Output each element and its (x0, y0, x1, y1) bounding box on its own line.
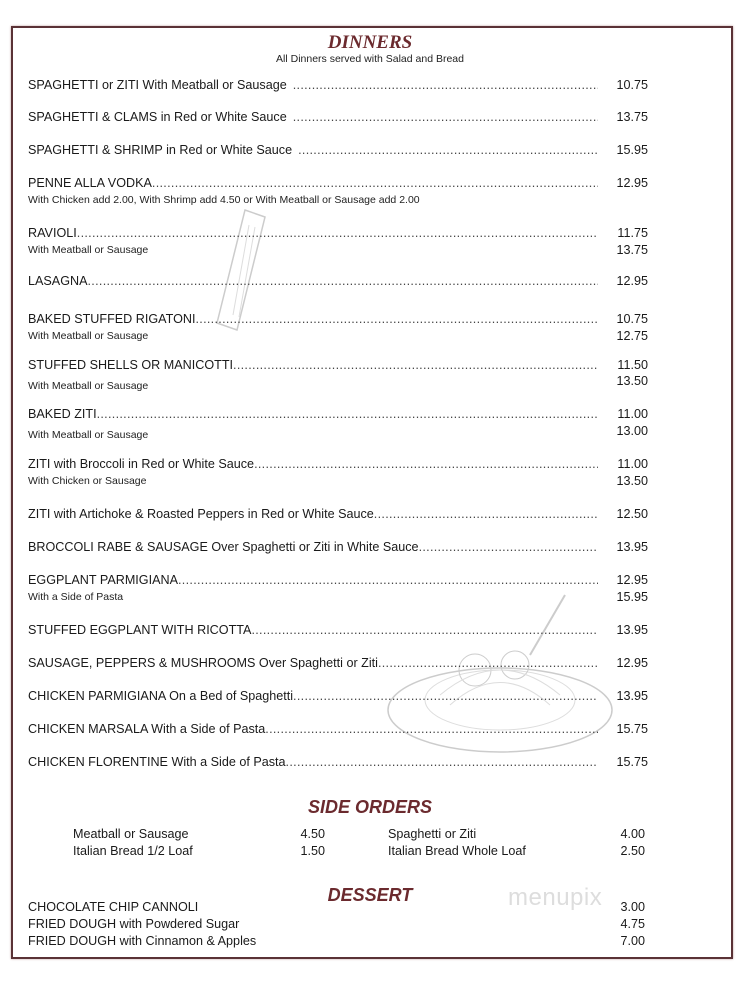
menu-item-note: With Chicken add 2.00, With Shrimp add 4.50 or With Meatball or Sausage add 2.00 (28, 194, 420, 206)
side-item-price: 4.00 (620, 827, 645, 841)
menu-item-price: 15.75 (616, 722, 648, 736)
menu-item-price: 12.50 (616, 507, 648, 521)
menu-item-price: 12.95 (616, 573, 648, 587)
menu-item-price: 10.75 (616, 312, 648, 326)
menu-item-price: 13.95 (616, 623, 648, 637)
menu-item-price: 12.95 (616, 656, 648, 670)
menu-item-price: 15.95 (616, 143, 648, 157)
menu-item-note-price: 13.00 (616, 424, 648, 438)
menu-item: LASAGNA ..... (28, 273, 598, 289)
menu-item-price: 11.00 (617, 457, 648, 471)
menu-item-note-price: 13.50 (616, 474, 648, 488)
dinners-subtitle: All Dinners served with Salad and Bread (276, 53, 464, 65)
side-item-price: 1.50 (300, 844, 325, 858)
menu-item-price: 12.95 (616, 176, 648, 190)
menu-item-note: With Chicken or Sausage (28, 475, 147, 487)
menu-item-note-price: 13.75 (616, 243, 648, 257)
menu-item: SAUSAGE, PEPPERS & MUSHROOMS Over Spaghetti or Ziti ..... (28, 655, 598, 671)
menu-item-price: 11.00 (617, 407, 648, 421)
menu-item: STUFFED EGGPLANT WITH RICOTTA ..... (28, 622, 598, 638)
menu-item-price: 11.50 (617, 358, 648, 372)
dessert-item: CHOCOLATE CHIP CANNOLI (28, 900, 199, 914)
menu-item: RAVIOLI ..... (28, 225, 598, 241)
menu-item: CHICKEN PARMIGIANA On a Bed of Spaghetti ..... (28, 688, 598, 704)
menu-item-price: 12.95 (616, 274, 648, 288)
menu-item-note: With Meatball or Sausage (28, 429, 149, 441)
menu-item-note-price: 12.75 (616, 329, 648, 343)
menu-item-price: 11.75 (617, 226, 648, 240)
side-item-price: 4.50 (300, 827, 325, 841)
menu-item-note: With Meatball or Sausage (28, 330, 149, 342)
menu-item-note-price: 15.95 (616, 590, 648, 604)
menu-item: BAKED STUFFED RIGATONI ..... (28, 311, 598, 327)
menu-item: BROCCOLI RABE & SAUSAGE Over Spaghetti or Ziti in White Sauce ..... (28, 539, 598, 555)
menu-item-price: 10.75 (616, 78, 648, 92)
side-orders-title: SIDE ORDERS (307, 797, 433, 817)
menu-item: BAKED ZITI ..... (28, 406, 598, 422)
menu-item: CHICKEN FLORENTINE With a Side of Pasta ..... (28, 754, 598, 770)
menu-item-price: 15.75 (616, 755, 648, 769)
side-item: Meatball or Sausage (73, 827, 189, 841)
side-item: Spaghetti or Ziti (388, 827, 477, 841)
menu-item: SPAGHETTI & CLAMS in Red or White Sauce ..... (28, 109, 598, 125)
dessert-item: FRIED DOUGH with Cinnamon & Apples (28, 934, 257, 948)
menu-item: STUFFED SHELLS OR MANICOTTI ..... (28, 357, 598, 373)
side-item: Italian Bread 1/2 Loaf (73, 844, 193, 858)
menu-item: SPAGHETTI & SHRIMP in Red or White Sauce ..... (28, 142, 598, 158)
menu-item: PENNE ALLA VODKA ..... (28, 175, 598, 191)
dessert-item: FRIED DOUGH with Powdered Sugar (28, 917, 240, 931)
side-item: Italian Bread Whole Loaf (388, 844, 526, 858)
menu-item-note: With Meatball or Sausage (28, 380, 149, 392)
menu-item: ZITI with Broccoli in Red or White Sauce ..... (28, 456, 598, 472)
menu-item-price: 13.95 (616, 689, 648, 703)
dessert-title: DESSERT (327, 885, 413, 905)
menu-item: SPAGHETTI or ZITI With Meatball or Sausage ..... (28, 77, 598, 93)
menupix-watermark: menupix (508, 884, 603, 911)
menu-item-price: 13.95 (616, 540, 648, 554)
menu-item-note-price: 13.50 (616, 374, 648, 388)
menu-item: ZITI with Artichoke & Roasted Peppers in Red or White Sauce ..... (28, 506, 598, 522)
menu-frame (11, 26, 733, 959)
dinners-title: DINNERS (327, 32, 413, 53)
menu-item-price: 13.75 (616, 110, 648, 124)
side-item-price: 2.50 (620, 844, 645, 858)
dessert-item-price: 4.75 (620, 917, 645, 931)
menu-item: CHICKEN MARSALA With a Side of Pasta ..... (28, 721, 598, 737)
dessert-item-price: 7.00 (620, 934, 645, 948)
menu-item: EGGPLANT PARMIGIANA ..... (28, 572, 598, 588)
menu-item-note: With a Side of Pasta (28, 591, 124, 603)
menu-item-note: With Meatball or Sausage (28, 244, 149, 256)
dessert-item-price: 3.00 (620, 900, 645, 914)
